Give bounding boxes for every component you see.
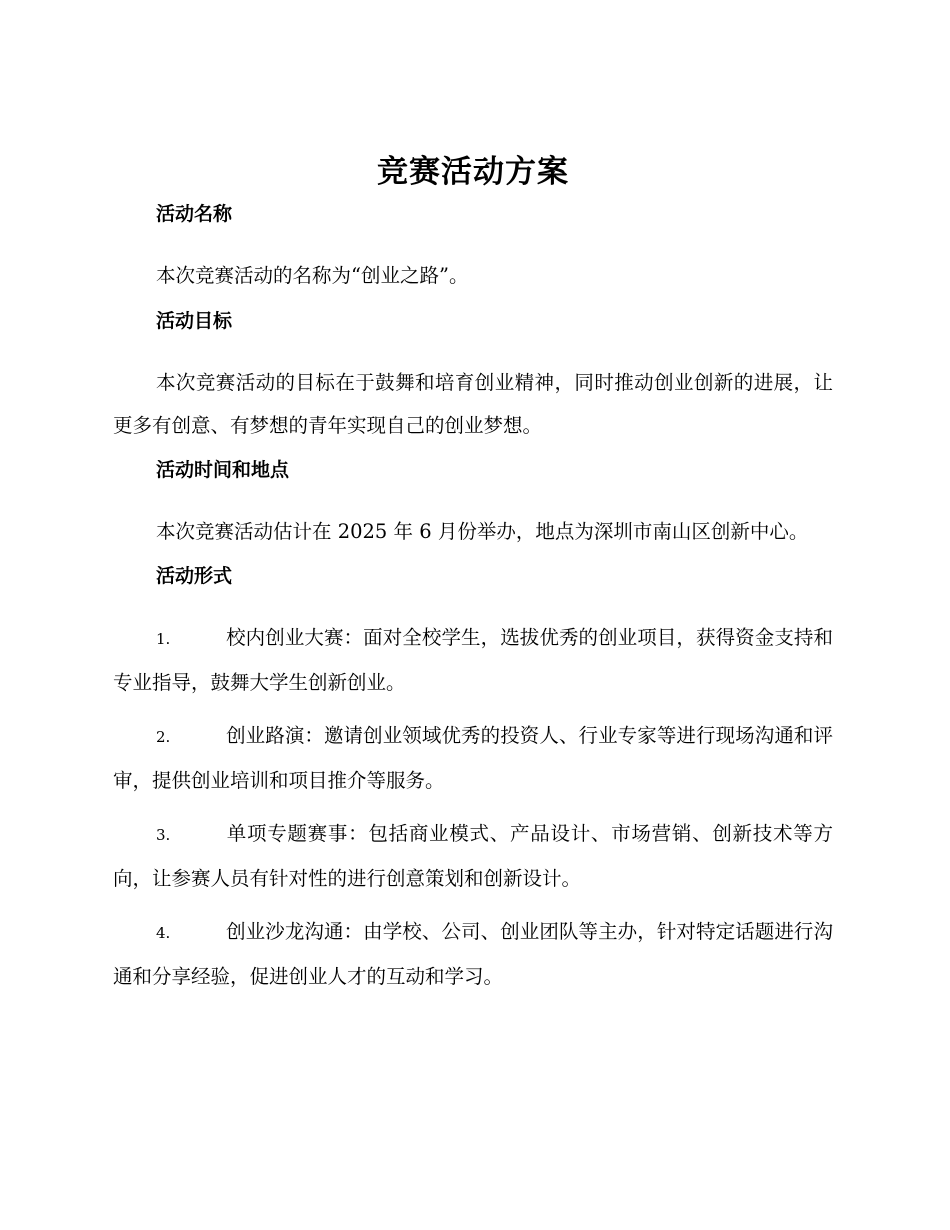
list-item-text: 单项专题赛事：包括商业模式、产品设计、市场营销、创新技术等方向，让参赛人员有针对性的进行创意策划和创新设计。 (113, 822, 833, 890)
list-item (113, 910, 833, 998)
list-item (113, 714, 833, 802)
document-title: 竞赛活动方案 (377, 154, 569, 190)
list-item-text: 校内创业大赛：面对全校学生，选拔优秀的创业项目，获得资金支持和专业指导，鼓舞大学生创新创业。 (113, 626, 833, 694)
format-list (113, 616, 833, 998)
section-heading-goal: 活动目标 (156, 310, 233, 332)
list-item-text: 创业路演：邀请创业领域优秀的投资人、行业专家等进行现场沟通和评审，提供创业培训和项目推介等服务。 (113, 724, 833, 792)
document-body (113, 148, 833, 1008)
list-item-text: 创业沙龙沟通：由学校、公司、创业团队等主办，针对特定话题进行沟通和分享经验，促进创业人才的互动和学习。 (113, 920, 833, 988)
section-heading-name: 活动名称 (156, 203, 233, 225)
list-item-number: 2. (156, 728, 171, 746)
section-body-goal: 本次竞赛活动的目标在于鼓舞和培育创业精神，同时推动创业创新的进展，让更多有创意、有梦想的青年实现自己的创业梦想。 (113, 371, 833, 437)
section-body-name: 本次竞赛活动的名称为“创业之路”。 (156, 264, 469, 287)
list-item-number: 1. (156, 630, 171, 648)
section-body-time-place: 本次竞赛活动估计在 2025 年 6 月份举办，地点为深圳市南山区创新中心。 (156, 520, 809, 543)
section-heading-time-place: 活动时间和地点 (156, 459, 290, 481)
list-item (113, 616, 833, 704)
list-item (113, 812, 833, 900)
list-item-number: 3. (156, 826, 171, 844)
section-heading-format: 活动形式 (156, 565, 233, 587)
list-item-number: 4. (156, 924, 171, 942)
